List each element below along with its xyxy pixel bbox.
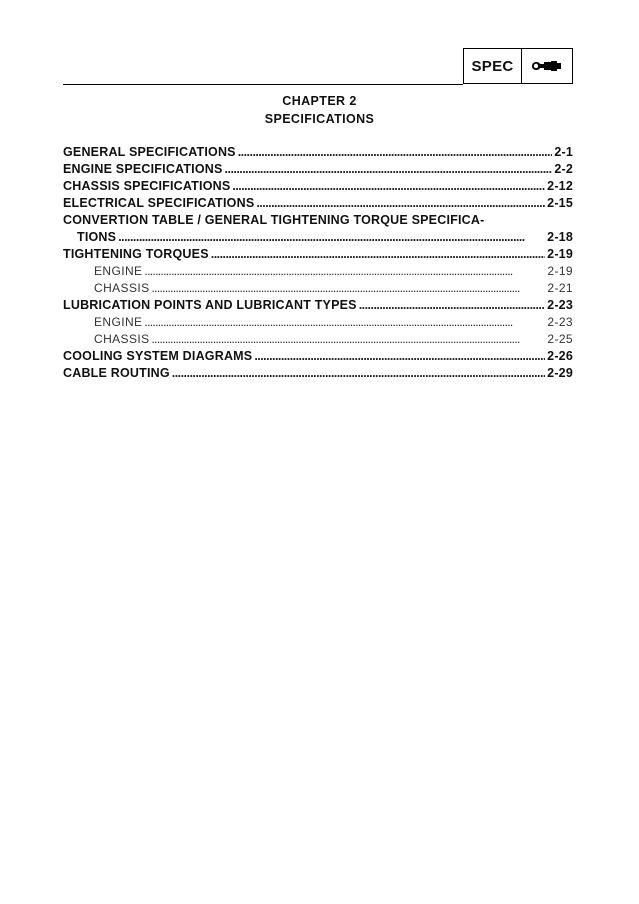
toc-subentry-engine[interactable] [63, 263, 573, 280]
dot-leader [256, 195, 545, 212]
toc-label: COOLING SYSTEM DIAGRAMS [63, 349, 253, 363]
table-of-contents [63, 144, 573, 382]
toc-entry-tightening-torques[interactable] [63, 246, 573, 263]
dot-leader [172, 365, 545, 382]
toc-label: LUBRICATION POINTS AND LUBRICANT TYPES [63, 298, 357, 312]
toc-label: GENERAL SPECIFICATIONS [63, 145, 236, 159]
dot-leader [144, 263, 545, 280]
dot-leader [118, 229, 545, 246]
dot-leader [144, 314, 545, 331]
dot-leader [359, 297, 545, 314]
toc-entry-lubrication-points[interactable] [63, 297, 573, 314]
toc-page-number: 2-19 [547, 247, 573, 261]
header-rule [63, 84, 463, 85]
toc-page-number: 2-12 [547, 179, 573, 193]
wrench-gauge-icon [530, 58, 564, 74]
dot-leader [151, 331, 545, 348]
toc-label: ENGINE SPECIFICATIONS [63, 162, 223, 176]
chapter-heading [0, 92, 639, 128]
toc-label: ELECTRICAL SPECIFICATIONS [63, 196, 255, 210]
toc-label: CABLE ROUTING [63, 366, 170, 380]
toc-page-number: 2-1 [554, 145, 573, 159]
toc-page-number: 2-19 [547, 264, 573, 278]
toc-page-number: 2-23 [547, 315, 573, 329]
toc-page-number: 2-25 [547, 332, 573, 346]
toc-label: CHASSIS SPECIFICATIONS [63, 179, 231, 193]
dot-leader [151, 280, 545, 297]
toc-subentry-chassis[interactable] [63, 280, 573, 297]
toc-entry-convertion-table[interactable] [63, 212, 573, 229]
chapter-title: SPECIFICATIONS [264, 112, 375, 126]
toc-page-number: 2-26 [547, 349, 573, 363]
toc-subentry-chassis[interactable] [63, 331, 573, 348]
toc-label: CHASSIS [94, 281, 150, 295]
toc-label: TIONS [77, 230, 117, 244]
toc-entry-chassis-specifications[interactable] [63, 178, 573, 195]
toc-entry-engine-specifications[interactable] [63, 161, 573, 178]
toc-entry-electrical-specifications[interactable] [63, 195, 573, 212]
toc-label: ENGINE [94, 264, 143, 278]
dot-leader [211, 246, 545, 263]
toc-label: CONVERTION TABLE / GENERAL TIGHTENING TORQUE SPECIFICA- [63, 213, 485, 227]
toc-entry-general-specifications[interactable] [63, 144, 573, 161]
toc-subentry-engine[interactable] [63, 314, 573, 331]
spec-label: SPEC [464, 49, 522, 83]
spec-icon-cell [522, 49, 572, 83]
toc-page-number: 2-23 [547, 298, 573, 312]
dot-leader [254, 348, 545, 365]
spec-section-tab [463, 48, 573, 84]
toc-entry-cooling-system-diagrams[interactable] [63, 348, 573, 365]
toc-page-number: 2-29 [547, 366, 573, 380]
toc-entry-cable-routing[interactable] [63, 365, 573, 382]
toc-page-number: 2-15 [547, 196, 573, 210]
dot-leader [225, 161, 553, 178]
toc-label: TIGHTENING TORQUES [63, 247, 209, 261]
dot-leader [238, 144, 553, 161]
toc-label: CHASSIS [94, 332, 150, 346]
chapter-number: CHAPTER 2 [282, 94, 357, 108]
toc-page-number: 2-21 [547, 281, 573, 295]
dot-leader [232, 178, 545, 195]
toc-page-number: 2-2 [554, 162, 573, 176]
toc-label: ENGINE [94, 315, 143, 329]
toc-page-number: 2-18 [547, 230, 573, 244]
toc-entry-convertion-table-continued[interactable] [63, 229, 573, 246]
